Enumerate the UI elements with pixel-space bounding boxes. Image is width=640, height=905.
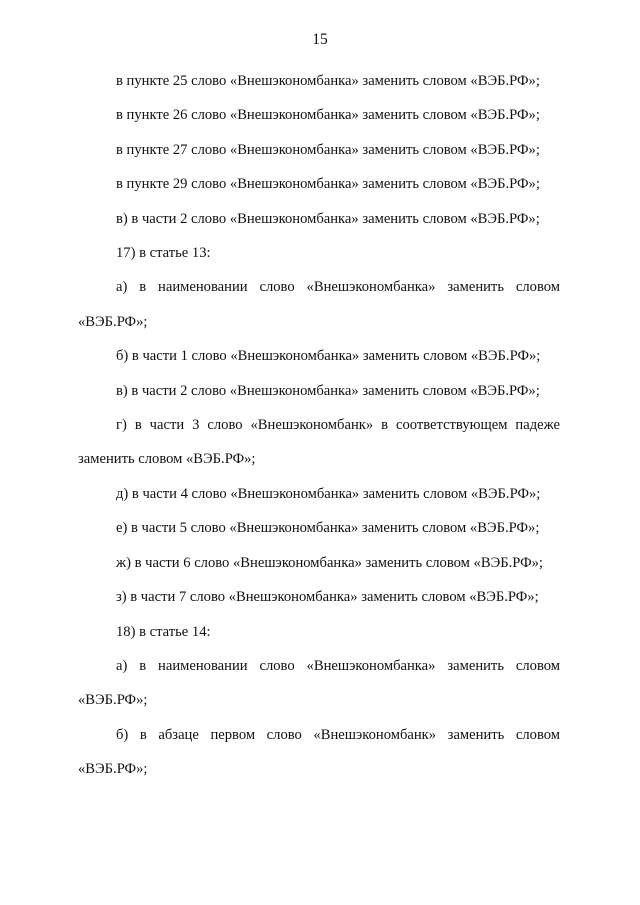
document-body xyxy=(78,64,560,787)
paragraph-7: а) в наименовании слово «Внешэкономбанка» заменить словом «ВЭБ.РФ»; xyxy=(78,279,560,330)
paragraph-5: в) в части 2 слово «Внешэкономбанка» заменить словом «ВЭБ.РФ»; xyxy=(116,210,540,227)
page-number: 15 xyxy=(312,31,328,48)
paragraph-9: в) в части 2 слово «Внешэкономбанка» заменить словом «ВЭБ.РФ»; xyxy=(116,382,540,399)
paragraph-2: в пункте 26 слово «Внешэкономбанка» заменить словом «ВЭБ.РФ»; xyxy=(116,107,540,124)
paragraph-3: в пункте 27 слово «Внешэкономбанка» заменить словом «ВЭБ.РФ»; xyxy=(116,141,540,158)
paragraph-16: а) в наименовании слово «Внешэкономбанка» заменить словом «ВЭБ.РФ»; xyxy=(78,657,560,709)
paragraph-13: ж) в части 6 слово «Внешэкономбанка» заменить словом «ВЭБ.РФ»; xyxy=(116,554,543,571)
paragraph-17: б) в абзаце первом слово «Внешэкономбанк» заменить словом «ВЭБ.РФ»; xyxy=(78,726,560,778)
paragraph-4: в пункте 29 слово «Внешэкономбанка» заменить словом «ВЭБ.РФ»; xyxy=(116,176,540,193)
paragraph-12: е) в части 5 слово «Внешэкономбанка» заменить словом «ВЭБ.РФ»; xyxy=(116,520,540,537)
paragraph-14: з) в части 7 слово «Внешэкономбанка» заменить словом «ВЭБ.РФ»; xyxy=(116,589,539,606)
paragraph-15: 18) в статье 14: xyxy=(116,623,211,640)
paragraph-11: д) в части 4 слово «Внешэкономбанка» заменить словом «ВЭБ.РФ»; xyxy=(116,485,541,502)
paragraph-8: б) в части 1 слово «Внешэкономбанка» заменить словом «ВЭБ.РФ»; xyxy=(116,348,541,365)
paragraph-6: 17) в статье 13: xyxy=(116,245,211,262)
paragraph-1: в пункте 25 слово «Внешэкономбанка» заменить словом «ВЭБ.РФ»; xyxy=(116,73,540,89)
paragraph-10: г) в части 3 слово «Внешэкономбанк» в соответствующем падеже заменить словом «ВЭБ.РФ»; xyxy=(78,417,560,468)
